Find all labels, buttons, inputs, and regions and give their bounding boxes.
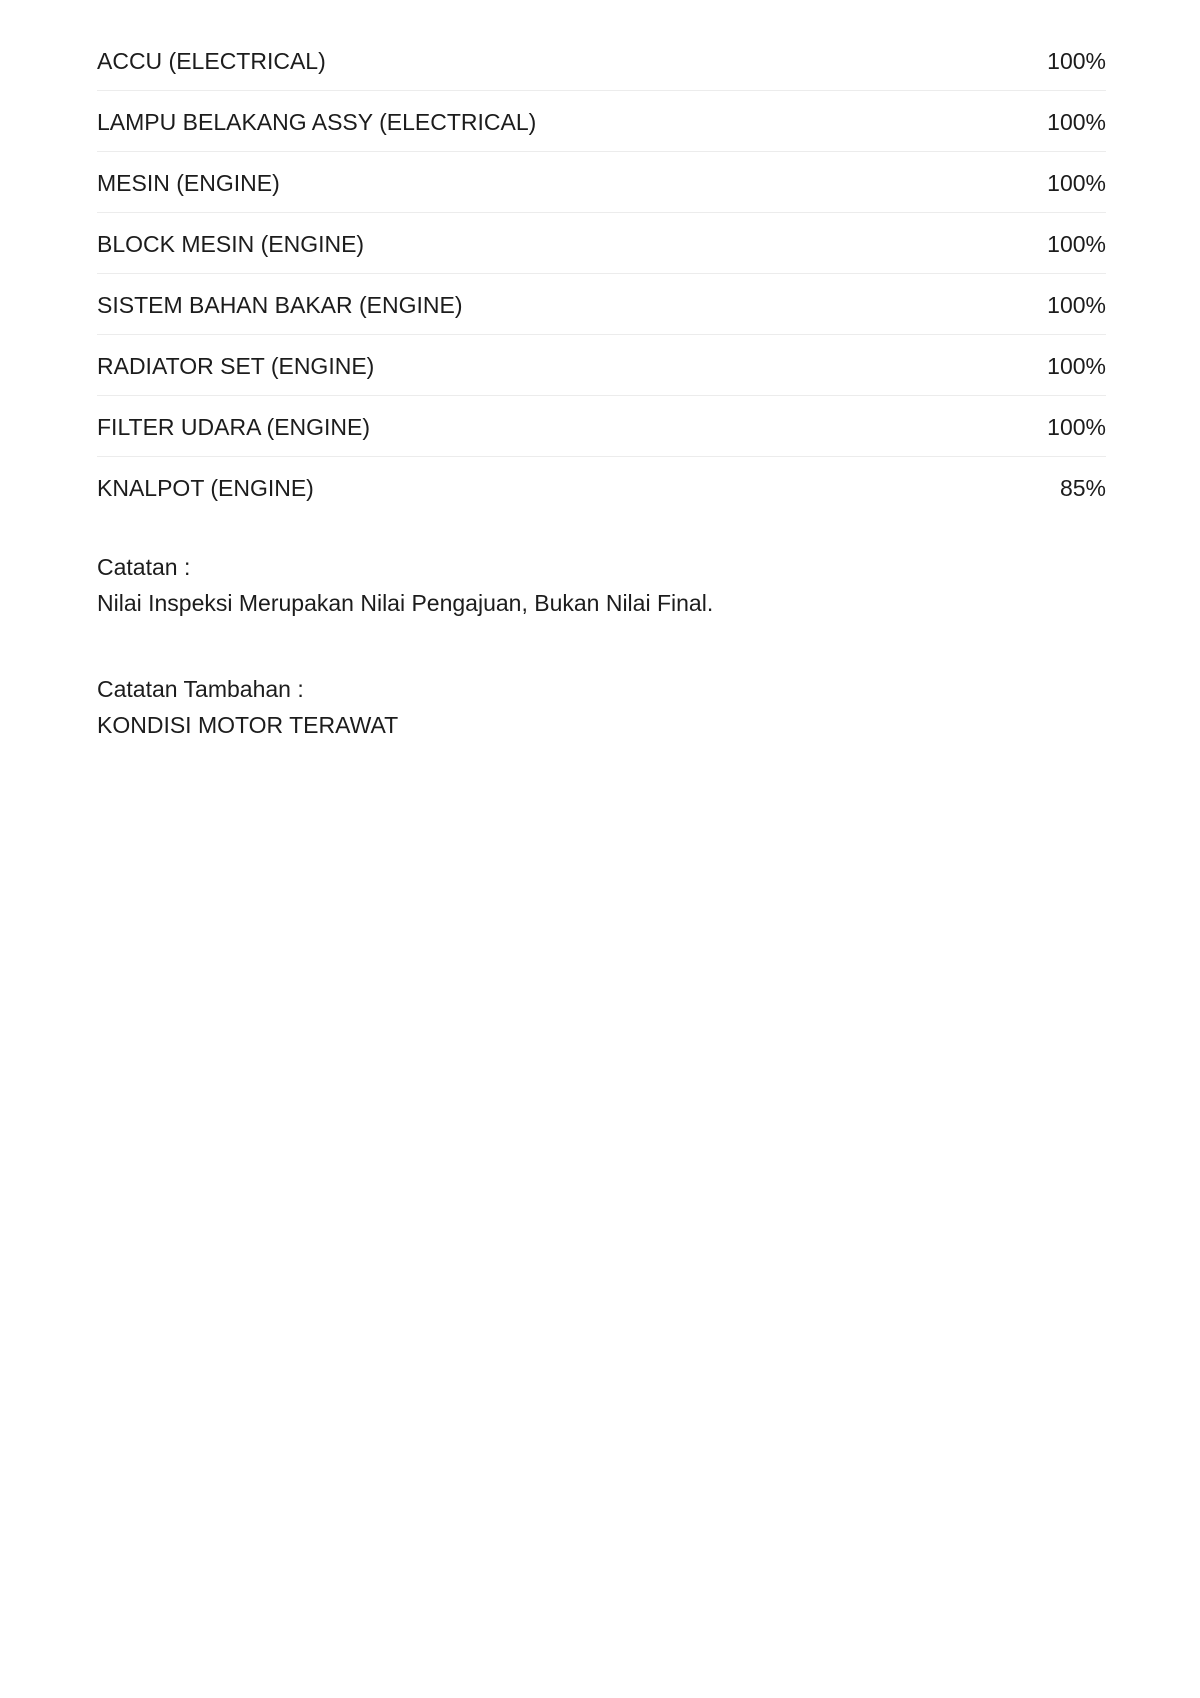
additional-notes-heading: Catatan Tambahan : bbox=[97, 676, 304, 702]
notes-text: Nilai Inspeksi Merupakan Nilai Pengajuan, Bukan Nilai Final. bbox=[97, 590, 714, 616]
item-label: FILTER UDARA (ENGINE) bbox=[97, 413, 371, 440]
inspection-row bbox=[97, 396, 1106, 457]
inspection-list bbox=[97, 30, 1106, 518]
item-label: LAMPU BELAKANG ASSY (ELECTRICAL) bbox=[97, 108, 537, 135]
inspection-row bbox=[97, 213, 1106, 274]
inspection-row bbox=[97, 274, 1106, 335]
item-label: MESIN (ENGINE) bbox=[97, 169, 280, 196]
item-label: BLOCK MESIN (ENGINE) bbox=[97, 230, 365, 257]
inspection-row bbox=[97, 335, 1106, 396]
inspection-row bbox=[97, 91, 1106, 152]
additional-notes-text: KONDISI MOTOR TERAWAT bbox=[97, 712, 399, 738]
notes-heading: Catatan : bbox=[97, 554, 191, 580]
item-score: 100% bbox=[1047, 47, 1106, 74]
inspection-row bbox=[97, 152, 1106, 213]
item-score: 100% bbox=[1047, 352, 1106, 379]
additional-notes-section bbox=[97, 671, 1106, 743]
item-label: SISTEM BAHAN BAKAR (ENGINE) bbox=[97, 291, 463, 318]
item-label: ACCU (ELECTRICAL) bbox=[97, 47, 326, 74]
item-score: 100% bbox=[1047, 230, 1106, 257]
item-label: RADIATOR SET (ENGINE) bbox=[97, 352, 375, 379]
item-score: 100% bbox=[1047, 108, 1106, 135]
item-label: KNALPOT (ENGINE) bbox=[97, 475, 314, 501]
inspection-report bbox=[97, 30, 1106, 743]
inspection-row bbox=[97, 30, 1106, 91]
item-score: 85% bbox=[1059, 475, 1106, 501]
inspection-row bbox=[97, 457, 1106, 518]
item-score: 100% bbox=[1047, 413, 1106, 440]
notes-section bbox=[97, 549, 1106, 621]
item-score: 100% bbox=[1047, 291, 1106, 318]
item-score: 100% bbox=[1047, 169, 1106, 196]
